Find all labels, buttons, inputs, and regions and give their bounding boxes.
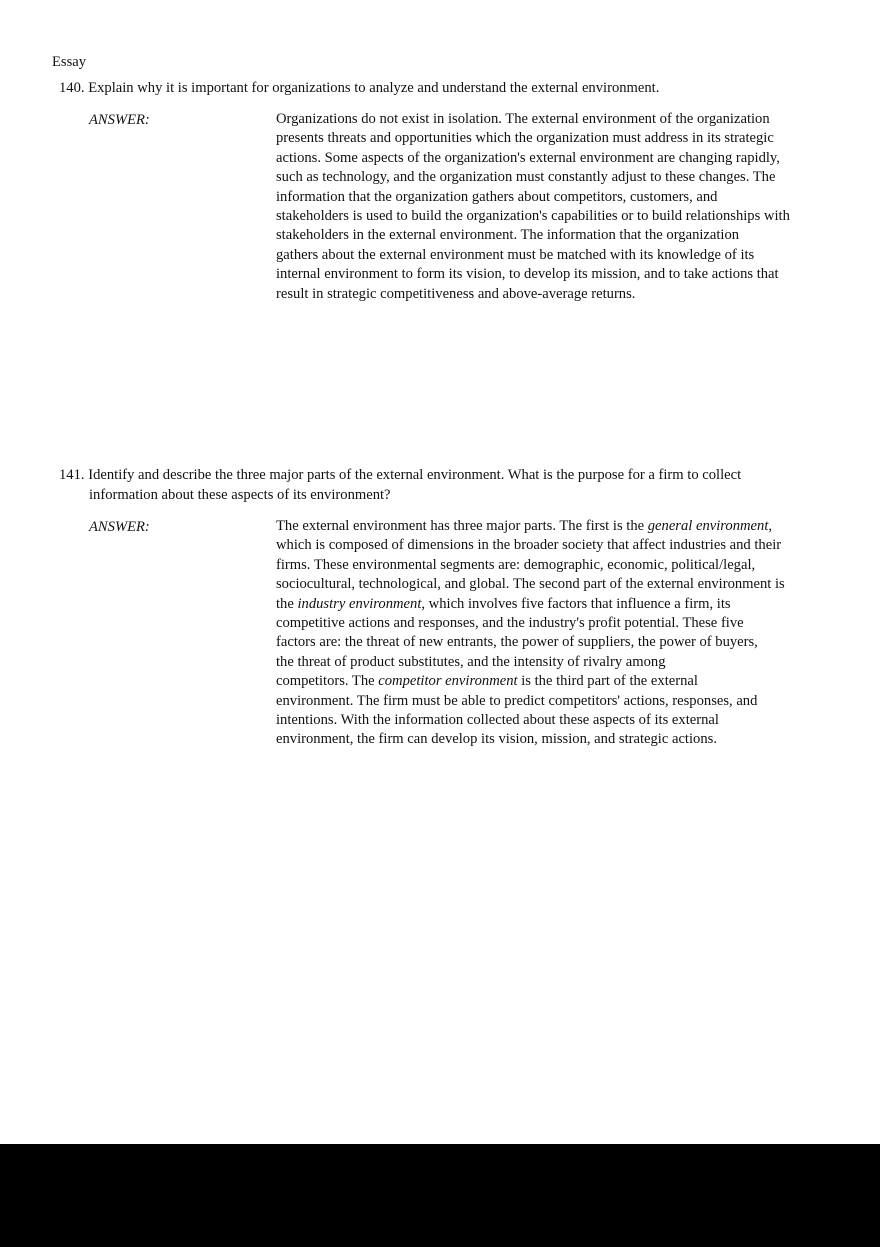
emphasized-term: competitor environment — [378, 673, 518, 690]
bottom-black-bar — [0, 1144, 880, 1247]
answer-text-run: competitive actions and responses, and the industry's profit potential. These five — [276, 614, 744, 631]
answer-line: stakeholders is used to build the organization's capabilities or to build relationships with — [276, 207, 790, 224]
answer-line: actions. Some aspects of the organization's external environment are changing rapidly, — [276, 149, 780, 166]
answer-text-run: firms. These environmental segments are: demographic, economic, political/legal, — [276, 556, 756, 573]
question-text — [59, 79, 659, 98]
answer-text-run: factors are: the threat of new entrants, the power of suppliers, the power of buyers, — [276, 634, 758, 651]
question-number: 140. — [59, 80, 85, 96]
emphasized-term: general environment — [647, 518, 769, 534]
answer-text-run: environment. The firm must be able to predict competitors' actions, responses, and — [276, 692, 758, 709]
answer-text-run: the — [276, 595, 298, 612]
answer-text — [276, 517, 836, 750]
answer-line: such as technology, and the organization must constantly adjust to these changes. The — [276, 169, 776, 186]
answer-text-run: The external environment has three major parts. The first is the — [276, 518, 648, 534]
emphasized-term: industry environment — [297, 595, 422, 612]
answer-text-run: competitors. The — [276, 673, 379, 690]
answer-line: internal environment to form its vision, to develop its mission, and to take actions that — [276, 266, 779, 283]
answer-line: result in strategic competitiveness and above-average returns. — [276, 285, 636, 302]
answer-line — [276, 575, 836, 594]
answer-line — [276, 556, 836, 575]
section-title: Essay — [52, 54, 87, 70]
answer-text-run: the threat of product substitutes, and the intensity of rivalry among — [276, 653, 666, 670]
answer-label: ANSWER: — [89, 519, 150, 535]
answer-text-run: is the third part of the external — [517, 673, 698, 690]
answer-line: Organizations do not exist in isolation. The external environment of the organization — [276, 111, 770, 127]
answer-line: gathers about the external environment must be matched with its knowledge of its — [276, 246, 755, 263]
answer-label: ANSWER: — [89, 112, 150, 128]
answer-line — [276, 653, 836, 672]
answer-line — [276, 672, 836, 691]
answer-line — [276, 692, 836, 711]
answer-text-run: , which involves five factors that influence a firm, its — [421, 595, 731, 612]
answer-text-run: which is composed of dimensions in the broader society that affect industries and their — [276, 537, 782, 554]
question-line: Explain why it is important for organizations to analyze and understand the external environment. — [88, 80, 660, 96]
answer-line — [276, 730, 836, 749]
answer-text-run: sociocultural, technological, and global. The second part of the external environment is — [276, 576, 785, 593]
answer-line: presents threats and opportunities which the organization must address in its strategic — [276, 130, 774, 147]
answer-text-run: environment, the firm can develop its vision, mission, and strategic actions. — [276, 731, 717, 748]
answer-line — [276, 595, 836, 614]
question-line: information about these aspects of its environment? — [89, 487, 391, 503]
answer-line — [276, 711, 836, 730]
answer-line — [276, 517, 836, 536]
answer-line — [276, 536, 836, 555]
question-number: 141. — [59, 467, 85, 483]
question-line: Identify and describe the three major parts of the external environment. What is the purpose for a firm to collect — [88, 467, 742, 483]
question-text — [59, 466, 741, 485]
answer-text — [276, 110, 836, 304]
answer-text-run: , — [768, 518, 773, 534]
answer-line — [276, 633, 836, 652]
answer-line: stakeholders in the external environment. The information that the organization — [276, 227, 740, 244]
answer-text-run: intentions. With the information collected about these aspects of its external — [276, 711, 719, 728]
answer-line: information that the organization gathers about competitors, customers, and — [276, 188, 718, 205]
answer-line — [276, 614, 836, 633]
